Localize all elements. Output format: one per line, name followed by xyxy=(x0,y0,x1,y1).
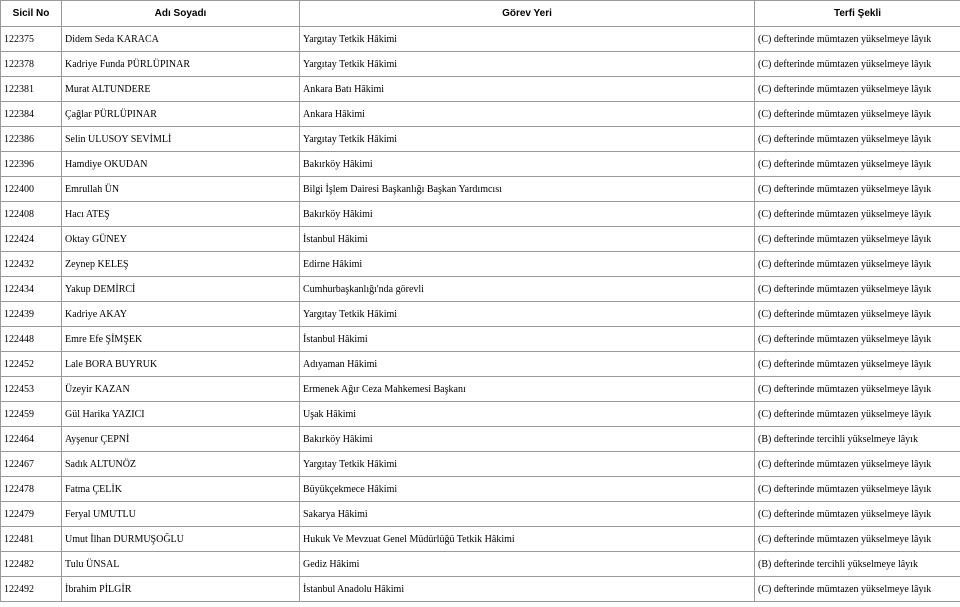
header-terfi-sekli: Terfi Şekli xyxy=(755,1,960,27)
table-row xyxy=(1,277,960,302)
table-row xyxy=(1,302,960,327)
cell-terfi-sekli: (C) defterinde mümtazen yükselmeye lâyık xyxy=(755,577,960,602)
cell-sicil-no: 122482 xyxy=(1,552,62,577)
cell-gorev-yeri: Uşak Hâkimi xyxy=(300,402,755,427)
table-row xyxy=(1,327,960,352)
cell-sicil-no: 122424 xyxy=(1,227,62,252)
table-row xyxy=(1,352,960,377)
cell-sicil-no: 122384 xyxy=(1,102,62,127)
cell-gorev-yeri: Yargıtay Tetkik Hâkimi xyxy=(300,452,755,477)
cell-sicil-no: 122408 xyxy=(1,202,62,227)
cell-terfi-sekli: (C) defterinde mümtazen yükselmeye lâyık xyxy=(755,152,960,177)
table-row xyxy=(1,477,960,502)
table-row xyxy=(1,77,960,102)
cell-gorev-yeri: İstanbul Hâkimi xyxy=(300,227,755,252)
table-row xyxy=(1,152,960,177)
cell-terfi-sekli: (C) defterinde mümtazen yükselmeye lâyık xyxy=(755,52,960,77)
cell-gorev-yeri: Ermenek Ağır Ceza Mahkemesi Başkanı xyxy=(300,377,755,402)
table-row xyxy=(1,252,960,277)
table-row xyxy=(1,52,960,77)
cell-adi-soyadi: Hacı ATEŞ xyxy=(62,202,300,227)
cell-gorev-yeri: Bilgi İşlem Dairesi Başkanlığı Başkan Yardımcısı xyxy=(300,177,755,202)
cell-sicil-no: 122434 xyxy=(1,277,62,302)
table-row xyxy=(1,227,960,252)
cell-sicil-no: 122448 xyxy=(1,327,62,352)
header-sicil-no: Sicil No xyxy=(1,1,62,27)
cell-terfi-sekli: (C) defterinde mümtazen yükselmeye lâyık xyxy=(755,327,960,352)
table-row xyxy=(1,502,960,527)
cell-gorev-yeri: Ankara Hâkimi xyxy=(300,102,755,127)
table-row xyxy=(1,452,960,477)
cell-terfi-sekli: (C) defterinde mümtazen yükselmeye lâyık xyxy=(755,352,960,377)
cell-sicil-no: 122453 xyxy=(1,377,62,402)
cell-adi-soyadi: Sadık ALTUNÖZ xyxy=(62,452,300,477)
table-row xyxy=(1,552,960,577)
cell-adi-soyadi: Üzeyir KAZAN xyxy=(62,377,300,402)
cell-adi-soyadi: Selin ULUSOY SEVİMLİ xyxy=(62,127,300,152)
cell-adi-soyadi: Kadriye AKAY xyxy=(62,302,300,327)
cell-gorev-yeri: Hukuk Ve Mevzuat Genel Müdürlüğü Tetkik Hâkimi xyxy=(300,527,755,552)
cell-terfi-sekli: (C) defterinde mümtazen yükselmeye lâyık xyxy=(755,227,960,252)
cell-gorev-yeri: Bakırköy Hâkimi xyxy=(300,152,755,177)
cell-adi-soyadi: Tulu ÜNSAL xyxy=(62,552,300,577)
cell-gorev-yeri: Büyükçekmece Hâkimi xyxy=(300,477,755,502)
cell-sicil-no: 122464 xyxy=(1,427,62,452)
table-header xyxy=(1,1,960,27)
header-gorev-yeri: Görev Yeri xyxy=(300,1,755,27)
cell-gorev-yeri: Bakırköy Hâkimi xyxy=(300,202,755,227)
cell-terfi-sekli: (C) defterinde mümtazen yükselmeye lâyık xyxy=(755,252,960,277)
cell-adi-soyadi: Murat ALTUNDERE xyxy=(62,77,300,102)
table-row xyxy=(1,202,960,227)
cell-sicil-no: 122396 xyxy=(1,152,62,177)
cell-sicil-no: 122386 xyxy=(1,127,62,152)
cell-terfi-sekli: (B) defterinde tercihli yükselmeye lâyık xyxy=(755,427,960,452)
cell-gorev-yeri: Yargıtay Tetkik Hâkimi xyxy=(300,127,755,152)
cell-sicil-no: 122375 xyxy=(1,27,62,52)
cell-terfi-sekli: (C) defterinde mümtazen yükselmeye lâyık xyxy=(755,77,960,102)
cell-sicil-no: 122400 xyxy=(1,177,62,202)
table-row xyxy=(1,177,960,202)
cell-gorev-yeri: Ankara Batı Hâkimi xyxy=(300,77,755,102)
cell-terfi-sekli: (C) defterinde mümtazen yükselmeye lâyık xyxy=(755,377,960,402)
table-row xyxy=(1,577,960,602)
cell-adi-soyadi: Feryal UMUTLU xyxy=(62,502,300,527)
cell-sicil-no: 122478 xyxy=(1,477,62,502)
cell-adi-soyadi: Emre Efe ŞİMŞEK xyxy=(62,327,300,352)
cell-gorev-yeri: Yargıtay Tetkik Hâkimi xyxy=(300,27,755,52)
cell-terfi-sekli: (C) defterinde mümtazen yükselmeye lâyık xyxy=(755,402,960,427)
table-row xyxy=(1,427,960,452)
cell-terfi-sekli: (C) defterinde mümtazen yükselmeye lâyık xyxy=(755,502,960,527)
cell-terfi-sekli: (C) defterinde mümtazen yükselmeye lâyık xyxy=(755,452,960,477)
cell-adi-soyadi: Gül Harika YAZICI xyxy=(62,402,300,427)
cell-adi-soyadi: Lale BORA BUYRUK xyxy=(62,352,300,377)
cell-gorev-yeri: Bakırköy Hâkimi xyxy=(300,427,755,452)
cell-sicil-no: 122381 xyxy=(1,77,62,102)
cell-adi-soyadi: Fatma ÇELİK xyxy=(62,477,300,502)
cell-terfi-sekli: (C) defterinde mümtazen yükselmeye lâyık xyxy=(755,102,960,127)
cell-terfi-sekli: (C) defterinde mümtazen yükselmeye lâyık xyxy=(755,177,960,202)
cell-adi-soyadi: Kadriye Funda PÜRLÜPINAR xyxy=(62,52,300,77)
cell-gorev-yeri: Adıyaman Hâkimi xyxy=(300,352,755,377)
cell-sicil-no: 122452 xyxy=(1,352,62,377)
table-body xyxy=(1,27,960,602)
cell-terfi-sekli: (C) defterinde mümtazen yükselmeye lâyık xyxy=(755,202,960,227)
cell-gorev-yeri: Edirne Hâkimi xyxy=(300,252,755,277)
cell-sicil-no: 122481 xyxy=(1,527,62,552)
cell-gorev-yeri: İstanbul Hâkimi xyxy=(300,327,755,352)
table-row xyxy=(1,527,960,552)
cell-gorev-yeri: Cumhurbaşkanlığı'nda görevli xyxy=(300,277,755,302)
header-adi-soyadi: Adı Soyadı xyxy=(62,1,300,27)
cell-adi-soyadi: Umut İlhan DURMUŞOĞLU xyxy=(62,527,300,552)
table-row xyxy=(1,102,960,127)
cell-adi-soyadi: Ayşenur ÇEPNİ xyxy=(62,427,300,452)
cell-adi-soyadi: Zeynep KELEŞ xyxy=(62,252,300,277)
cell-gorev-yeri: İstanbul Anadolu Hâkimi xyxy=(300,577,755,602)
cell-sicil-no: 122439 xyxy=(1,302,62,327)
cell-terfi-sekli: (C) defterinde mümtazen yükselmeye lâyık xyxy=(755,477,960,502)
cell-sicil-no: 122459 xyxy=(1,402,62,427)
cell-adi-soyadi: İbrahim PİLGİR xyxy=(62,577,300,602)
cell-sicil-no: 122467 xyxy=(1,452,62,477)
cell-sicil-no: 122432 xyxy=(1,252,62,277)
cell-terfi-sekli: (C) defterinde mümtazen yükselmeye lâyık xyxy=(755,302,960,327)
table-row xyxy=(1,377,960,402)
header-row xyxy=(1,1,960,27)
cell-adi-soyadi: Emrullah ÜN xyxy=(62,177,300,202)
cell-terfi-sekli: (C) defterinde mümtazen yükselmeye lâyık xyxy=(755,127,960,152)
table-row xyxy=(1,27,960,52)
cell-gorev-yeri: Sakarya Hâkimi xyxy=(300,502,755,527)
cell-adi-soyadi: Hamdiye OKUDAN xyxy=(62,152,300,177)
cell-adi-soyadi: Yakup DEMİRCİ xyxy=(62,277,300,302)
cell-terfi-sekli: (C) defterinde mümtazen yükselmeye lâyık xyxy=(755,27,960,52)
cell-terfi-sekli: (C) defterinde mümtazen yükselmeye lâyık xyxy=(755,277,960,302)
cell-adi-soyadi: Oktay GÜNEY xyxy=(62,227,300,252)
cell-adi-soyadi: Çağlar PÜRLÜPINAR xyxy=(62,102,300,127)
cell-terfi-sekli: (B) defterinde tercihli yükselmeye lâyık xyxy=(755,552,960,577)
cell-gorev-yeri: Gediz Hâkimi xyxy=(300,552,755,577)
cell-adi-soyadi: Didem Seda KARACA xyxy=(62,27,300,52)
cell-gorev-yeri: Yargıtay Tetkik Hâkimi xyxy=(300,52,755,77)
cell-sicil-no: 122479 xyxy=(1,502,62,527)
cell-terfi-sekli: (C) defterinde mümtazen yükselmeye lâyık xyxy=(755,527,960,552)
cell-gorev-yeri: Yargıtay Tetkik Hâkimi xyxy=(300,302,755,327)
cell-sicil-no: 122378 xyxy=(1,52,62,77)
table-row xyxy=(1,127,960,152)
cell-sicil-no: 122492 xyxy=(1,577,62,602)
table-row xyxy=(1,402,960,427)
